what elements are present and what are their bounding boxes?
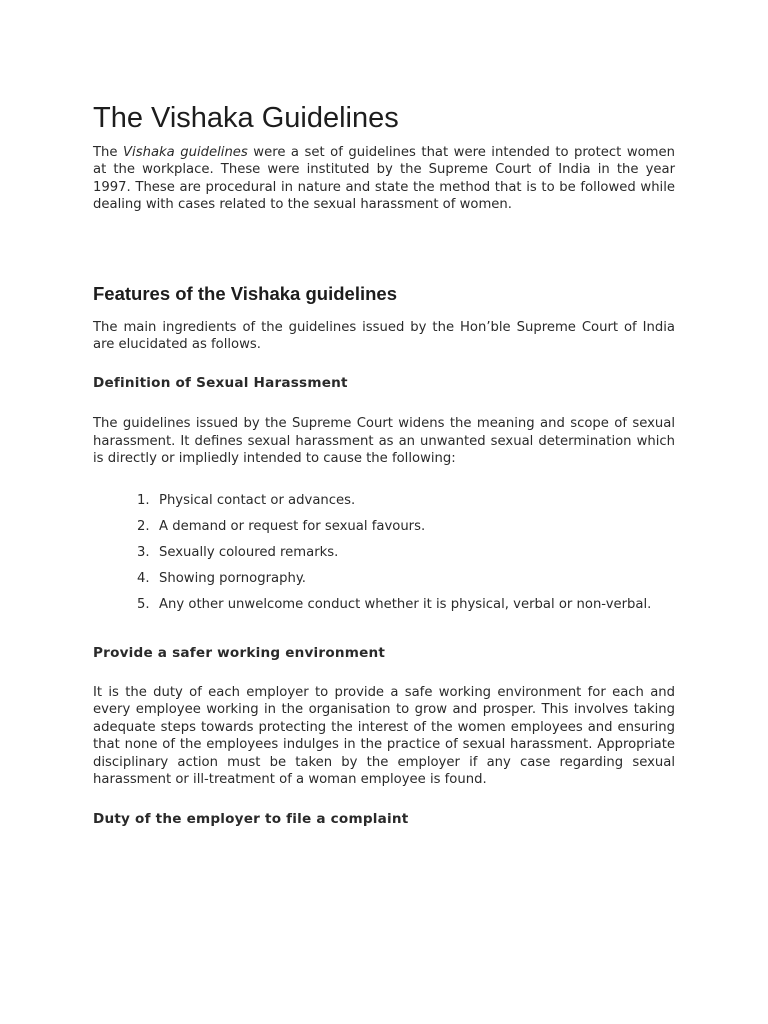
features-intro-paragraph: The main ingredients of the guidelines issued by the Hon’ble Supreme Court of India are elucidated as follows. (93, 319, 675, 353)
list-item (93, 518, 675, 535)
list-item-text: Physical contact or advances. (159, 492, 356, 508)
list-item-text: A demand or request for sexual favours. (159, 518, 426, 534)
document-content (93, 100, 675, 828)
page-title: The Vishaka Guidelines (93, 102, 399, 134)
list-item-text: Any other unwelcome conduct whether it is physical, verbal or non-verbal. (159, 597, 652, 613)
intro-emphasis: Vishaka guidelines (123, 145, 248, 160)
list-item-text: Showing pornography. (159, 571, 306, 587)
features-heading: Features of the Vishaka guidelines (93, 282, 397, 304)
definition-heading: Definition of Sexual Harassment (93, 375, 348, 392)
employer-duty-heading: Duty of the employer to file a complaint (93, 811, 409, 828)
safer-environment-heading: Provide a safer working environment (93, 644, 386, 661)
list-item-number: 2. (137, 518, 150, 534)
list-item-number: 4. (137, 571, 150, 587)
definition-paragraph: The guidelines issued by the Supreme Court widens the meaning and scope of sexual harassment. It defines sexual harassment as an unwanted sexual determination which is directly or impliedly intended to cause the following: (93, 416, 675, 467)
harassment-list (93, 492, 675, 614)
list-item (93, 544, 675, 561)
list-item-text: Sexually coloured remarks. (159, 545, 339, 561)
list-item-number: 5. (137, 597, 150, 613)
safer-environment-paragraph: It is the duty of each employer to provide a safe working environment for each and every employee working in the organisation to grow and prosper. This involves taking adequate steps towards protecting the interest of the women employees and ensuring that none of the employees indulges in the practice of sexual harassment. Appropriate disciplinary action must be taken by the employer if any case regarding sexual harassment or ill-treatment of a woman employee is found. (93, 684, 675, 787)
list-item-number: 3. (137, 545, 150, 561)
intro-paragraph (93, 144, 675, 214)
list-item (93, 596, 675, 613)
list-item (93, 492, 675, 509)
intro-prefix: The (93, 145, 124, 160)
intro-rest: were a set of guidelines that were intended to protect women at the workplace. These were instituted by the Supreme Court of India in the year 1997. These are procedural in nature and state the method that is to be followed while dealing with cases related to the sexual harassment of women. (93, 145, 675, 213)
list-item-number: 1. (137, 492, 150, 508)
list-item (93, 570, 675, 587)
